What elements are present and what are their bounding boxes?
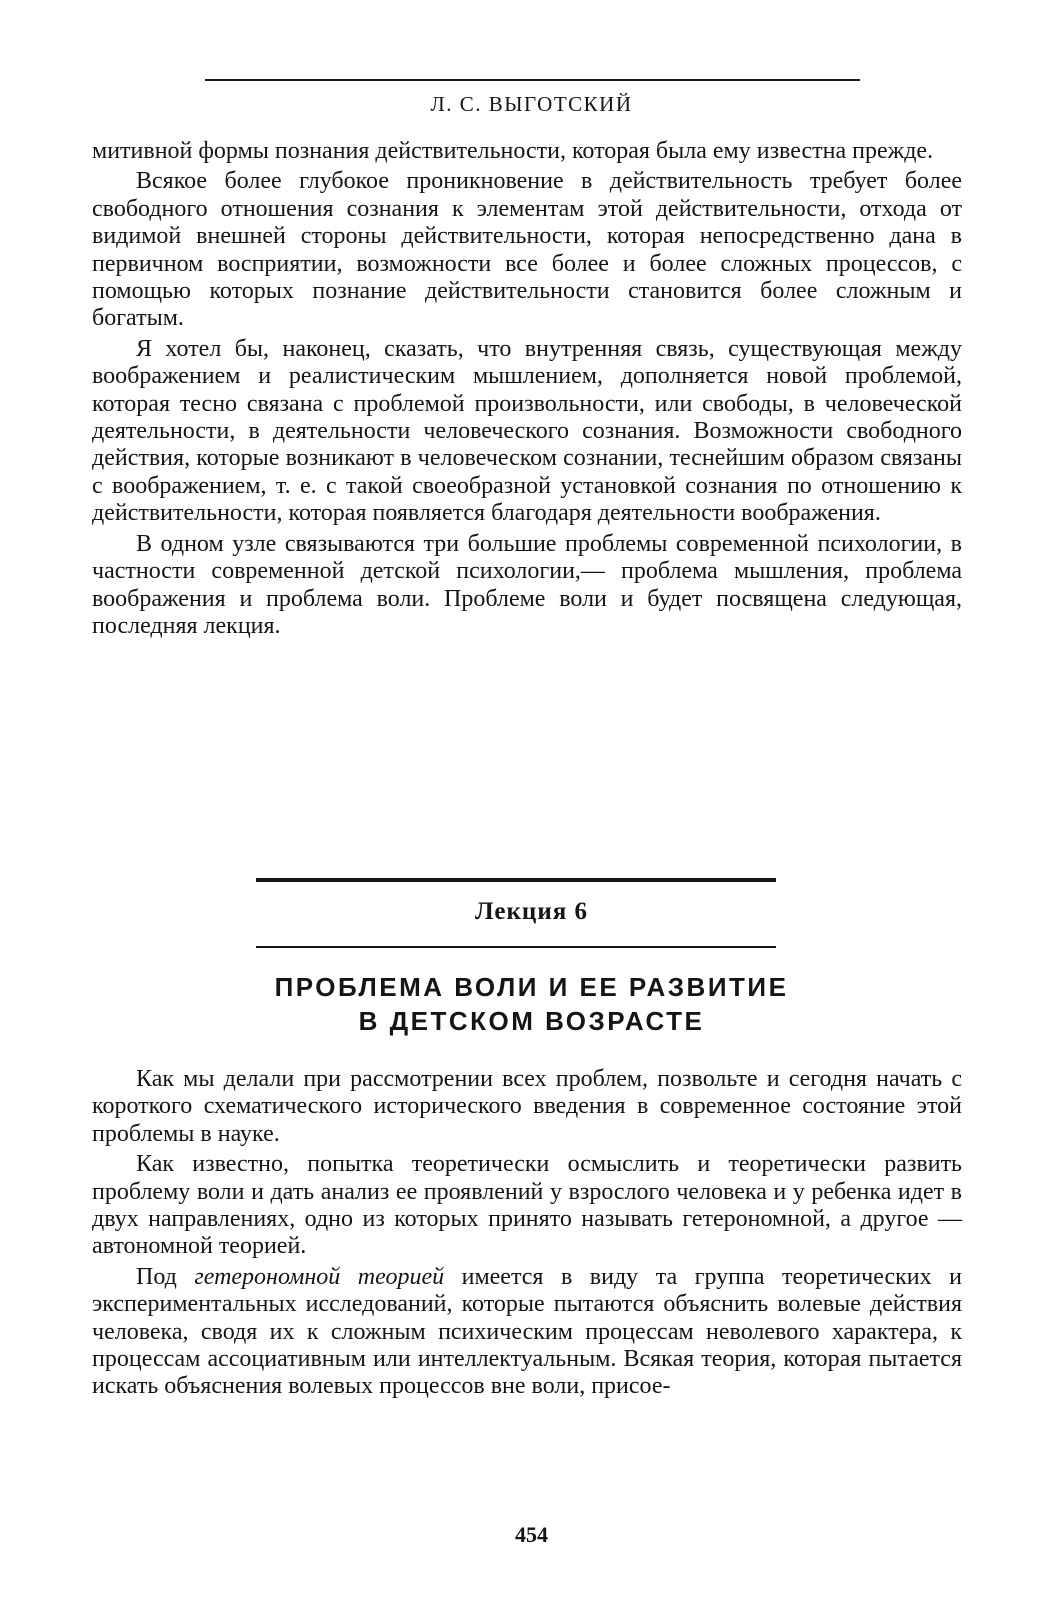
paragraph: В одном узле связываются три большие проблемы современной психологии, в частности современной детской психологии,— проблема мышления, проблема воображения и проблема воли. Проблеме воли и будет посвящена следующая, последняя лекция. [92, 530, 962, 639]
chapter-title-line-2: В ДЕТСКОМ ВОЗРАСТЕ [358, 1006, 705, 1036]
text-block-top [92, 138, 962, 643]
paragraph: Как мы делали при рассмотрении всех проблем, позвольте и сегодня начать с короткого схематического исторического введения в современное состояние этой проблемы в науке. [92, 1066, 962, 1147]
page-number: 454 [515, 1522, 548, 1547]
paragraph: митивной формы познания действительности, которая была ему известна прежде. [92, 138, 934, 164]
header-rule [205, 79, 860, 81]
paragraph: Как известно, попытка теоретически осмыслить и теоретически развить проблему воли и дать анализ ее проявлений у взрослого человека и у ребенка идет в двух направлениях, одно из которых принято называть гетерономной, а другое — автономной теорией. [92, 1151, 962, 1260]
lecture-label: Лекция 6 [474, 898, 589, 925]
lecture-rule-top [256, 878, 776, 882]
paragraph: Всякое более глубокое проникновение в действительность требует более свободного отношения сознания к элементам этой действительности, отхода от видимой внешней стороны действительности, которая непосредственно дана в первичном восприятии, возможности все более и более сложных процессов, с помощью которых познание действительности становится более сложным и богатым. [92, 168, 962, 332]
lecture-rule-bottom [256, 946, 776, 948]
paragraph: Я хотел бы, наконец, сказать, что внутренняя связь, существующая между воображением и реалистическим мышлением, дополняется новой проблемой, которая тесно связана с проблемой произвольности, или свободы, в человеческой деятельности, в деятельности человеческого сознания. Возможности свободного действия, которые возникают в человеческом сознании, теснейшим образом связаны с воображением, т. е. с такой своеобразной установкой сознания по отношению к действительности, которая появляется благодаря деятельности воображения. [92, 335, 962, 527]
paragraph [92, 1264, 962, 1401]
paragraph-text: Под [136, 1263, 195, 1290]
chapter-title-line-1: ПРОБЛЕМА ВОЛИ И ЕЕ РАЗВИТИЕ [274, 972, 789, 1002]
italic-term: гетерономной теорией [194, 1263, 445, 1290]
chapter-title [0, 970, 1063, 1038]
text-block-bottom [92, 1066, 962, 1404]
paragraph-text: имеется в виду та группа теоретических и экспериментальных исследований, которые пытаются объяснить волевые действия человека, сводя их к сложным психическим процессам неволевого характера, к процессам ассоциативным или интеллектуальным. Всякая теория, которая пытается искать объяснения волевых процессов вне воли, присое- [92, 1263, 962, 1400]
running-head: Л. С. ВЫГОТСКИЙ [430, 92, 633, 116]
